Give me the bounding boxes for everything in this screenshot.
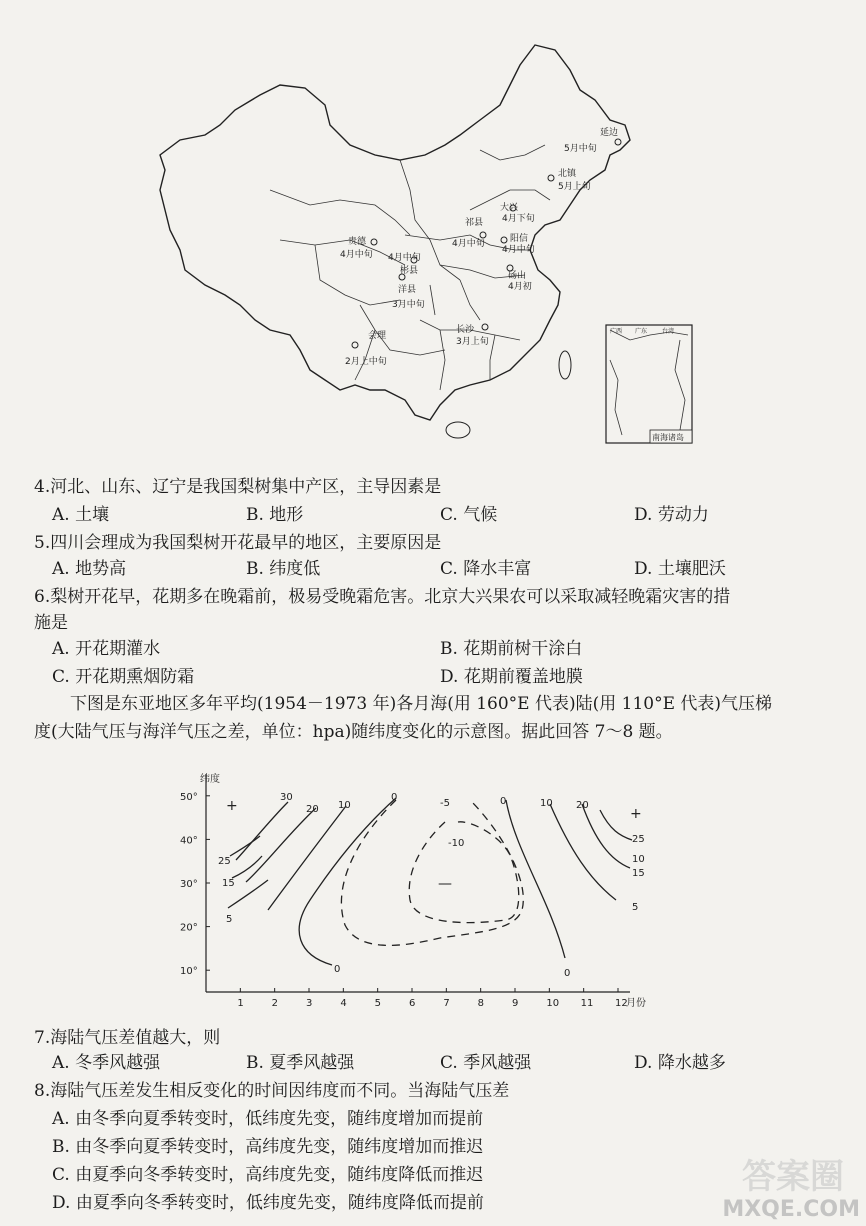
q6-option-d[interactable]: D. 花期前覆盖地膜 [440,667,583,687]
contour-label: 20 [306,804,319,815]
marker-yanbian [564,126,621,154]
contour-label: 30 [280,792,293,803]
contour-label: 10 [540,798,553,809]
contour-0-left [299,798,396,965]
marker-beizhen [548,167,591,192]
question-5-stem: 5.四川会理成为我国梨树开花最早的地区，主要原因是 [34,533,442,553]
q6-option-b[interactable]: B. 花期前树干涂白 [440,639,583,659]
contour-labels [218,792,645,979]
q6-option-a[interactable]: A. 开花期灌水 [52,639,161,659]
x-tick-label: 9 [512,998,519,1009]
watermark-url: MXQE.COM [722,1197,860,1222]
q7-option-b[interactable]: B. 夏季风越强 [246,1053,355,1073]
marker-city: 长沙 [456,325,475,335]
plus-sign: + [226,798,238,814]
south-china-sea-inset [606,325,692,443]
contour-30-left [236,802,288,860]
marker-huili [345,329,387,367]
inset-small-label: 广西 [610,328,623,335]
x-tick-label: 10 [546,998,560,1009]
contour-25-left [230,836,260,856]
marker-guide [340,235,377,260]
contour-label: 0 [391,792,398,803]
contour-25-right [600,810,632,840]
question-7-stem: 7.海陆气压差值越大，则 [34,1028,221,1048]
marker-city: 阳信 [510,234,529,244]
q4-option-c[interactable]: C. 气候 [440,505,498,525]
x-tick-label: 3 [306,998,313,1009]
minus-sign: — [438,876,452,892]
marker-date: 4月下旬 [502,214,535,224]
marker-qixian [452,216,486,249]
chart-svg [170,760,690,1010]
marker-date: 4月中旬 [452,239,485,249]
marker-date: 3月上旬 [456,337,489,347]
contour-minus10 [409,822,519,923]
q5-option-d[interactable]: D. 土壤肥沃 [634,559,726,579]
marker-dangshan [507,265,532,292]
inset-small-label: 台湾 [662,328,675,335]
marker-city: 砀山 [508,271,527,281]
marker-yangxian [392,274,425,310]
x-tick-label: 11 [580,998,594,1009]
contour-10-left [268,806,346,910]
contour-10-right [550,804,616,900]
marker-city: 会理 [368,331,387,341]
x-tick-label: 5 [374,998,382,1009]
marker-date: 4月初 [508,282,532,292]
marker-city: 洋县 [398,285,417,295]
china-pear-blossom-map [140,30,700,450]
question-6-stem-line2: 施是 [34,613,68,633]
contour-20-left [246,808,316,882]
x-axis-label: 月份 [626,998,646,1009]
marker-date: 5月上旬 [558,182,591,192]
marker-city: 彬县 [400,266,419,276]
marker-city: 贵德 [348,237,367,247]
marker-city: 祁县 [465,218,484,228]
question-8-stem: 8.海陆气压差发生相反变化的时间因纬度而不同。当海陆气压差 [34,1081,510,1101]
plus-sign: + [630,806,642,822]
contour-lines [228,798,632,965]
x-tick-label: 4 [340,998,347,1009]
q5-option-a[interactable]: A. 地势高 [52,559,127,579]
q7-option-c[interactable]: C. 季风越强 [440,1053,532,1073]
map-svg [140,30,700,450]
q4-option-d[interactable]: D. 劳动力 [634,505,709,525]
marker-city: 延边 [600,128,619,138]
contour-label: 10 [632,854,645,865]
inset-label: 南海诸岛 [652,433,684,442]
marker-city: 大兴 [500,203,519,213]
contour-label: 25 [632,834,645,845]
marker-yangxin [501,232,535,255]
q8-option-b[interactable]: B. 由冬季向夏季转变时，高纬度先变，随纬度增加而推迟 [52,1137,484,1157]
y-axis-label: 纬度 [200,774,220,785]
y-tick-label: 30° [180,879,198,890]
contour-0-right [506,800,565,958]
q5-option-b[interactable]: B. 纬度低 [246,559,321,579]
marker-city: 北镇 [558,169,577,179]
contour-label: 10 [338,800,351,811]
marker-date: 3月中旬 [392,300,425,310]
contour-label: 5 [632,902,639,913]
q4-option-b[interactable]: B. 地形 [246,505,304,525]
contour-label: 0 [500,796,507,807]
q5-option-c[interactable]: C. 降水丰富 [440,559,532,579]
contour-label: -5 [440,798,450,809]
y-tick-label: 40° [180,835,198,847]
question-4-stem: 4.河北、山东、辽宁是我国梨树集中产区，主导因素是 [34,477,442,497]
intro-line2: 度(大陆气压与海洋气压之差，单位：hpa)随纬度变化的示意图。据此回答 7～8 题。 [34,722,673,742]
contour-label: 15 [632,868,645,879]
marker-daxing [500,201,535,224]
q8-option-d[interactable]: D. 由夏季向冬季转变时，低纬度先变，随纬度降低而提前 [52,1193,484,1213]
q8-option-c[interactable]: C. 由夏季向冬季转变时，高纬度先变，随纬度降低而推迟 [52,1165,484,1185]
taiwan-island [559,351,571,379]
marker-binxian [388,251,421,276]
contour-minus5 [341,800,523,945]
contour-label: 25 [218,856,231,867]
contour-label: 0 [334,964,341,975]
x-tick-label: 1 [237,998,244,1009]
map-markers [340,126,621,367]
contour-label: 5 [226,914,233,925]
marker-date: 2月上中旬 [345,357,387,367]
watermark-logo: 答案圈 [742,1157,844,1197]
contour-label: 15 [222,878,235,889]
q7-option-a[interactable]: A. 冬季风越强 [52,1053,161,1073]
marker-date: 5月中旬 [564,144,597,154]
contour-label: -10 [448,838,465,849]
q7-option-d[interactable]: D. 降水越多 [634,1053,726,1073]
marker-changsha [456,323,489,347]
contour-label: 0 [564,968,571,979]
inset-small-label: 广东 [635,328,648,335]
marker-date: 4月中旬 [502,245,535,255]
pressure-gradient-chart [170,760,690,1010]
x-tick-label: 12 [615,998,628,1009]
intro-line1: 下图是东亚地区多年平均(1954－1973 年)各月海(用 160°E 代表)陆(用 110°E 代表)气压梯 [70,694,773,714]
marker-date: 4月中旬 [388,253,421,263]
hainan-island [446,422,470,438]
x-ticks [237,988,646,1009]
x-tick-label: 2 [271,998,279,1009]
q6-option-c[interactable]: C. 开花期熏烟防霜 [52,667,195,687]
question-6-stem-line1: 6.梨树开花早，花期多在晚霜前，极易受晚霜危害。北京大兴果农可以采取减轻晚霜灾害的措 [34,587,731,607]
marker-date: 4月中旬 [340,250,373,260]
x-tick-label: 7 [443,998,450,1009]
x-tick-label: 8 [477,998,485,1009]
y-tick-label: 20° [180,922,198,934]
dashed-contours [341,800,523,945]
y-tick-label: 50° [180,791,198,803]
q8-option-a[interactable]: A. 由冬季向夏季转变时，低纬度先变，随纬度增加而提前 [52,1109,484,1129]
y-tick-label: 10° [180,966,198,978]
x-tick-label: 6 [409,998,416,1009]
contour-label: 20 [576,800,589,811]
q4-option-a[interactable]: A. 土壤 [52,505,110,525]
